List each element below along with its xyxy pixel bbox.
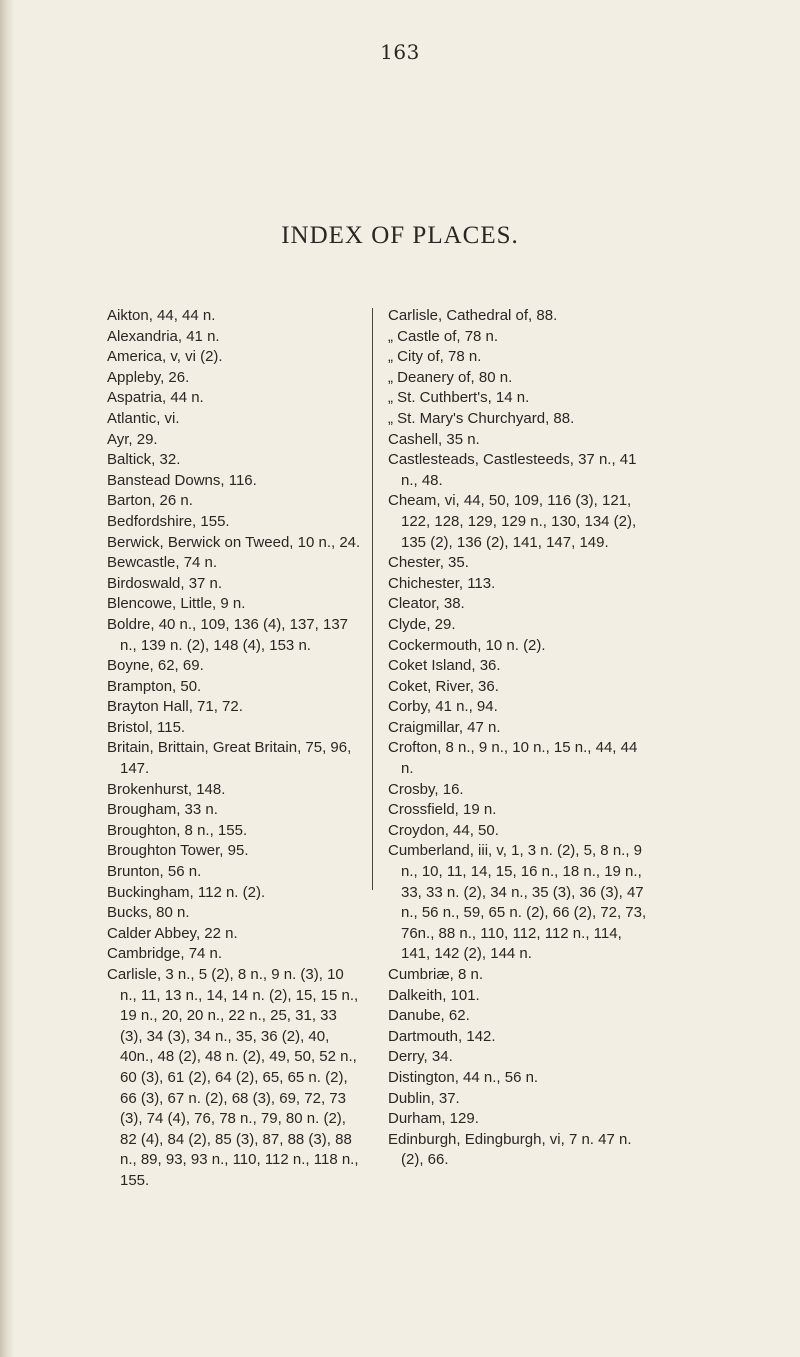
index-entry: Danube, 62.	[388, 1007, 470, 1025]
index-entry: Baltick, 32.	[107, 451, 181, 469]
index-entry: Aspatria, 44 n.	[107, 389, 204, 407]
index-entry: Buckingham, 112 n. (2).	[107, 883, 266, 901]
index-entry: Crosby, 16.	[388, 780, 464, 798]
index-entry: Cumberland, iii, v, 1, 3 n. (2), 5, 8 n., 9 n., 10, 11, 14, 15, 16 n., 18 n., 19 n., 33, 33 n. (2), 34 n., 35 (3), 36 (3), 47 n., 56 n., 59, 65 n. (2), 66 (2), 72, 73, 76n., 88 n., 110, 112, 112 n., 114, 141, 142 (2), 144 n.	[388, 842, 647, 963]
index-entry: Ayr, 29.	[107, 430, 158, 448]
index-entry: Dalkeith, 101.	[388, 986, 480, 1004]
index-entry: Clyde, 29.	[388, 615, 456, 633]
index-entry: Boyne, 62, 69.	[107, 657, 204, 675]
index-entry: Cheam, vi, 44, 50, 109, 116 (3), 121, 122, 128, 129, 129 n., 130, 134 (2), 135 (2), 136 (2), 141, 147, 149.	[388, 492, 637, 551]
index-entry: Crossfield, 19 n.	[388, 801, 497, 819]
index-entry: Bucks, 80 n.	[107, 904, 190, 922]
index-entry: Bedfordshire, 155.	[107, 512, 230, 530]
index-entry: Chichester, 113.	[388, 574, 496, 592]
index-entry: Castlesteads, Castlesteeds, 37 n., 41 n., 48.	[388, 451, 637, 489]
index-entry: Cambridge, 74 n.	[107, 945, 223, 963]
column-divider	[372, 308, 373, 890]
index-entry: America, v, vi (2).	[107, 348, 223, 366]
index-entry: Barton, 26 n.	[107, 492, 193, 510]
index-entry: Edinburgh, Edingburgh, vi, 7 n. 47 n. (2), 66.	[388, 1130, 632, 1169]
index-entry: „ Deanery of, 80 n.	[388, 368, 513, 386]
index-entry: Cockermouth, 10 n. (2).	[388, 636, 546, 654]
index-entry: Durham, 129.	[388, 1110, 479, 1128]
index-entry: „ St. Mary's Churchyard, 88.	[388, 409, 575, 427]
index-entry: Blencowe, Little, 9 n.	[107, 595, 246, 613]
index-entry: Coket Island, 36.	[388, 657, 501, 675]
index-entry: Britain, Brittain, Great Britain, 75, 96, 147.	[107, 739, 352, 778]
index-entry: „ St. Cuthbert's, 14 n.	[388, 389, 530, 407]
index-entry: Dartmouth, 142.	[388, 1027, 496, 1045]
index-entry: Carlisle, 3 n., 5 (2), 8 n., 9 n. (3), 10 n., 11, 13 n., 14, 14 n. (2), 15, 15 n., 19 n., 20, 20 n., 22 n., 25, 31, 33 (3), 34 (3), 34 n., 35, 36 (2), 40, 40n., 48 (2), 48 n. (2), 49, 50, 52 n., 60 (3), 61 (2), 64 (2), 65, 65 n. (2), 66 (3), 67 n. (2), 68 (3), 69, 72, 73 (3), 74 (4), 76, 78 n., 79, 80 n. (2), 82 (4), 84 (2), 85 (3), 87, 88 (3), 88 n., 89, 93, 93 n., 110, 112 n., 118 n., 155.	[107, 966, 359, 1189]
index-entry: Brampton, 50.	[107, 677, 202, 695]
page-number: 163	[380, 40, 420, 64]
page-title: INDEX OF PLACES.	[281, 222, 519, 249]
index-entry: Brunton, 56 n.	[107, 863, 202, 881]
index-entry: Birdoswald, 37 n.	[107, 574, 223, 592]
index-entry: Cashell, 35 n.	[388, 430, 480, 448]
index-entry: Atlantic, vi.	[107, 409, 180, 427]
index-entry: Brokenhurst, 148.	[107, 780, 226, 798]
index-entry: Croydon, 44, 50.	[388, 821, 499, 839]
index-entry: Coket, River, 36.	[388, 677, 499, 695]
index-column-left	[107, 306, 362, 1192]
index-entry: Brayton Hall, 71, 72.	[107, 698, 243, 716]
index-entry: Cleator, 38.	[388, 595, 465, 613]
index-entry: Derry, 34.	[388, 1048, 453, 1066]
index-entry: Broughton, 8 n., 155.	[107, 821, 248, 839]
index-entry: Calder Abbey, 22 n.	[107, 924, 238, 942]
index-entry: Banstead Downs, 116.	[107, 471, 257, 489]
index-entry: Chester, 35.	[388, 554, 469, 572]
index-entry: Crofton, 8 n., 9 n., 10 n., 15 n., 44, 44 n.	[388, 739, 638, 778]
index-entry: Carlisle, Cathedral of, 88.	[388, 307, 558, 324]
index-column-right	[388, 306, 648, 1171]
index-entry: Craigmillar, 47 n.	[388, 718, 501, 736]
index-entry: Cumbriæ, 8 n.	[388, 966, 484, 983]
index-entry: Dublin, 37.	[388, 1089, 460, 1107]
index-entry: Appleby, 26.	[107, 368, 190, 386]
index-entry: Corby, 41 n., 94.	[388, 698, 498, 716]
index-entry: Brougham, 33 n.	[107, 801, 218, 819]
index-entry: Berwick, Berwick on Tweed, 10 n., 24.	[107, 533, 361, 551]
index-entry: Broughton Tower, 95.	[107, 842, 249, 860]
index-entry: Boldre, 40 n., 109, 136 (4), 137, 137 n., 139 n. (2), 148 (4), 153 n.	[107, 615, 349, 654]
page-binding-edge	[0, 0, 14, 1357]
index-entry: Distington, 44 n., 56 n.	[388, 1068, 539, 1086]
index-entry: Aikton, 44, 44 n.	[107, 307, 216, 324]
index-entry: „ Castle of, 78 n.	[388, 327, 499, 345]
index-entry: Bristol, 115.	[107, 718, 186, 736]
index-entry: Bewcastle, 74 n.	[107, 554, 218, 572]
index-entry: „ City of, 78 n.	[388, 348, 482, 366]
index-entry: Alexandria, 41 n.	[107, 327, 220, 345]
